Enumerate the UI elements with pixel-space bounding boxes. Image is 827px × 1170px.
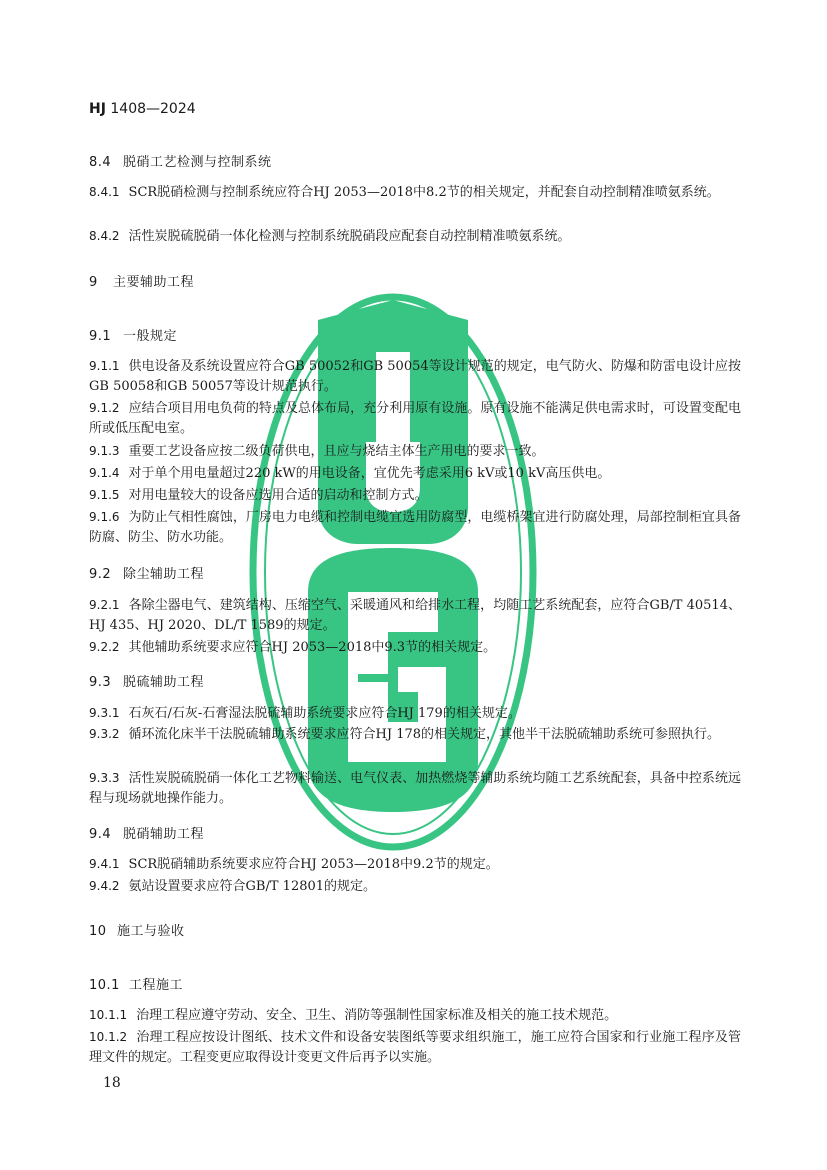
clause-9-1-3: 9.1.3 重要工艺设备应按二级负荷供电，且应与烧结主体生产用电的要求一致。 bbox=[89, 444, 545, 459]
section-heading-9-2: 9.2 除尘辅助工程 bbox=[89, 567, 205, 582]
clause-9-3-1: 9.3.1 石灰石/石灰-石膏湿法脱硫辅助系统要求应符合HJ 179的相关规定。 bbox=[89, 706, 521, 721]
clause-9-2-2: 9.2.2 其他辅助系统要求应符合HJ 2053—2018中9.3节的相关规定。 bbox=[89, 640, 497, 655]
clause-9-3-3: 9.3.3 活性炭脱硫脱硝一体化工艺物料输送、电气仪表、加热燃烧等辅助系统均随工艺系统配套，具备中控系统远程与现场就地操作能力。 bbox=[89, 771, 741, 806]
clause-9-1-6: 9.1.6 为防止气相性腐蚀，厂房电力电缆和控制电缆宜选用防腐型，电缆桥架宜进行防腐处理，局部控制柜宜具备防腐、防尘、防水功能。 bbox=[89, 510, 741, 545]
clause-9-2-1: 9.2.1 各除尘器电气、建筑结构、压缩空气、采暖通风和给排水工程，均随工艺系统配套，应符合GB/T 40514、HJ 435、HJ 2020、DL/T 1589的规定。 bbox=[89, 598, 741, 633]
clause-9-1-5: 9.1.5 对用电量较大的设备应选用合适的启动和控制方式。 bbox=[89, 488, 428, 503]
clause-8-4-2: 8.4.2 活性炭脱硫脱硝一体化检测与控制系统脱硝段应配套自动控制精准喷氨系统。 bbox=[89, 229, 571, 244]
section-heading-9-4: 9.4 脱硝辅助工程 bbox=[89, 827, 205, 842]
section-heading-8-4: 8.4 脱硝工艺检测与控制系统 bbox=[89, 155, 272, 170]
clause-8-4-1: 8.4.1 SCR脱硝检测与控制系统应符合HJ 2053—2018中8.2节的相关规定，并配套自动控制精准喷氨系统。 bbox=[89, 185, 720, 200]
clause-9-1-4: 9.1.4 对于单个用电量超过220 kW的用电设备，宜优先考虑采用6 kV或10 kV高压供电。 bbox=[89, 466, 611, 481]
section-heading-10-1: 10.1 工程施工 bbox=[89, 978, 184, 993]
clause-9-1-2: 9.1.2 应结合项目用电负荷的特点及总体布局，充分利用原有设施。原有设施不能满足供电需求时，可设置变配电所或低压配电室。 bbox=[89, 401, 741, 436]
clause-9-4-2: 9.4.2 氨站设置要求应符合GB/T 12801的规定。 bbox=[89, 879, 377, 894]
clause-9-4-1: 9.4.1 SCR脱硝辅助系统要求应符合HJ 2053—2018中9.2节的规定。 bbox=[89, 857, 499, 872]
header-number: 1408—2024 bbox=[105, 101, 196, 117]
section-heading-9-3: 9.3 脱硫辅助工程 bbox=[89, 675, 205, 690]
header-code: HJ bbox=[89, 101, 106, 117]
clause-9-1-1: 9.1.1 供电设备及系统设置应符合GB 50052和GB 50054等设计规范的规定，电气防火、防爆和防雷电设计应按GB 50058和GB 50057等设计规范执行。 bbox=[89, 359, 741, 394]
section-heading-9: 9 主要辅助工程 bbox=[89, 275, 195, 290]
section-heading-9-1: 9.1 一般规定 bbox=[89, 329, 178, 344]
clause-10-1-1: 10.1.1 治理工程应遵守劳动、安全、卫生、消防等强制性国家标准及相关的施工技术规范。 bbox=[89, 1008, 618, 1023]
section-heading-10: 10 施工与验收 bbox=[89, 924, 185, 939]
page-number: 18 bbox=[103, 1075, 121, 1091]
clause-9-3-2: 9.3.2 循环流化床半干法脱硫辅助系统要求应符合HJ 178的相关规定，其他半干法脱硫辅助系统可参照执行。 bbox=[89, 727, 721, 742]
clause-10-1-2: 10.1.2 治理工程应按设计图纸、技术文件和设备安装图纸等要求组织施工，施工应符合国家和行业施工程序及管理文件的规定。工程变更应取得设计变更文件后再予以实施。 bbox=[89, 1030, 741, 1065]
standard-code-header bbox=[89, 101, 196, 117]
